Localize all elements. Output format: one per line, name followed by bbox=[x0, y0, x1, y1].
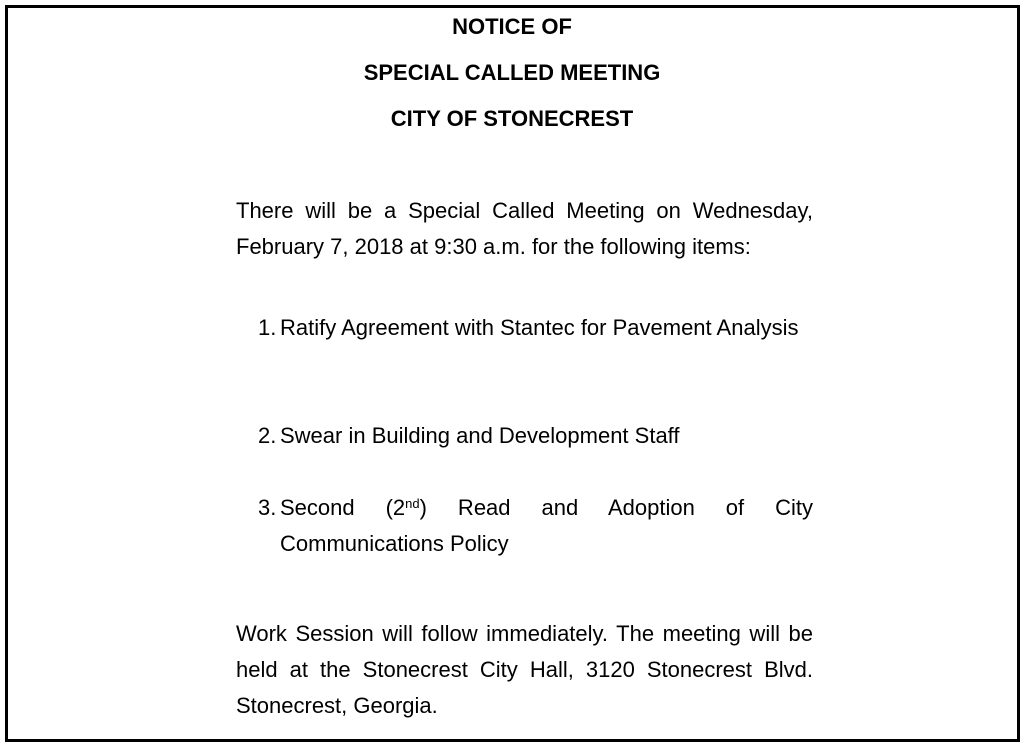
intro-paragraph: There will be a Special Called Meeting on Wednesday, February 7, 2018 at 9:30 a.m. for the following items: bbox=[236, 198, 813, 259]
ordinal-superscript: nd bbox=[405, 496, 420, 511]
agenda-item-number: 2. bbox=[258, 423, 277, 448]
closing-paragraph: Work Session will follow immediately. The meeting will be held at the Stonecrest City Hall, 3120 Stonecrest Blvd. Stonecrest, Georgia. bbox=[236, 621, 813, 718]
agenda-item-number: 1. bbox=[258, 315, 277, 340]
notice-heading-line3: CITY OF STONECREST bbox=[390, 106, 634, 131]
agenda-item-text-after: ) Read and Adoption of City Communications Policy bbox=[280, 495, 813, 556]
agenda-item-text-before: Second (2 bbox=[280, 495, 406, 520]
agenda-item bbox=[236, 418, 813, 454]
notice-heading-line2: SPECIAL CALLED MEETING bbox=[363, 60, 661, 85]
notice-heading-line1: NOTICE OF bbox=[452, 14, 572, 39]
agenda-item-text: Ratify Agreement with Stantec for Pavement Analysis bbox=[280, 315, 799, 340]
agenda-item bbox=[236, 490, 813, 562]
agenda-item-text: Swear in Building and Development Staff bbox=[280, 423, 680, 448]
agenda-item bbox=[236, 310, 813, 346]
agenda-item-text bbox=[280, 490, 813, 562]
agenda-item-number: 3. bbox=[258, 495, 277, 520]
